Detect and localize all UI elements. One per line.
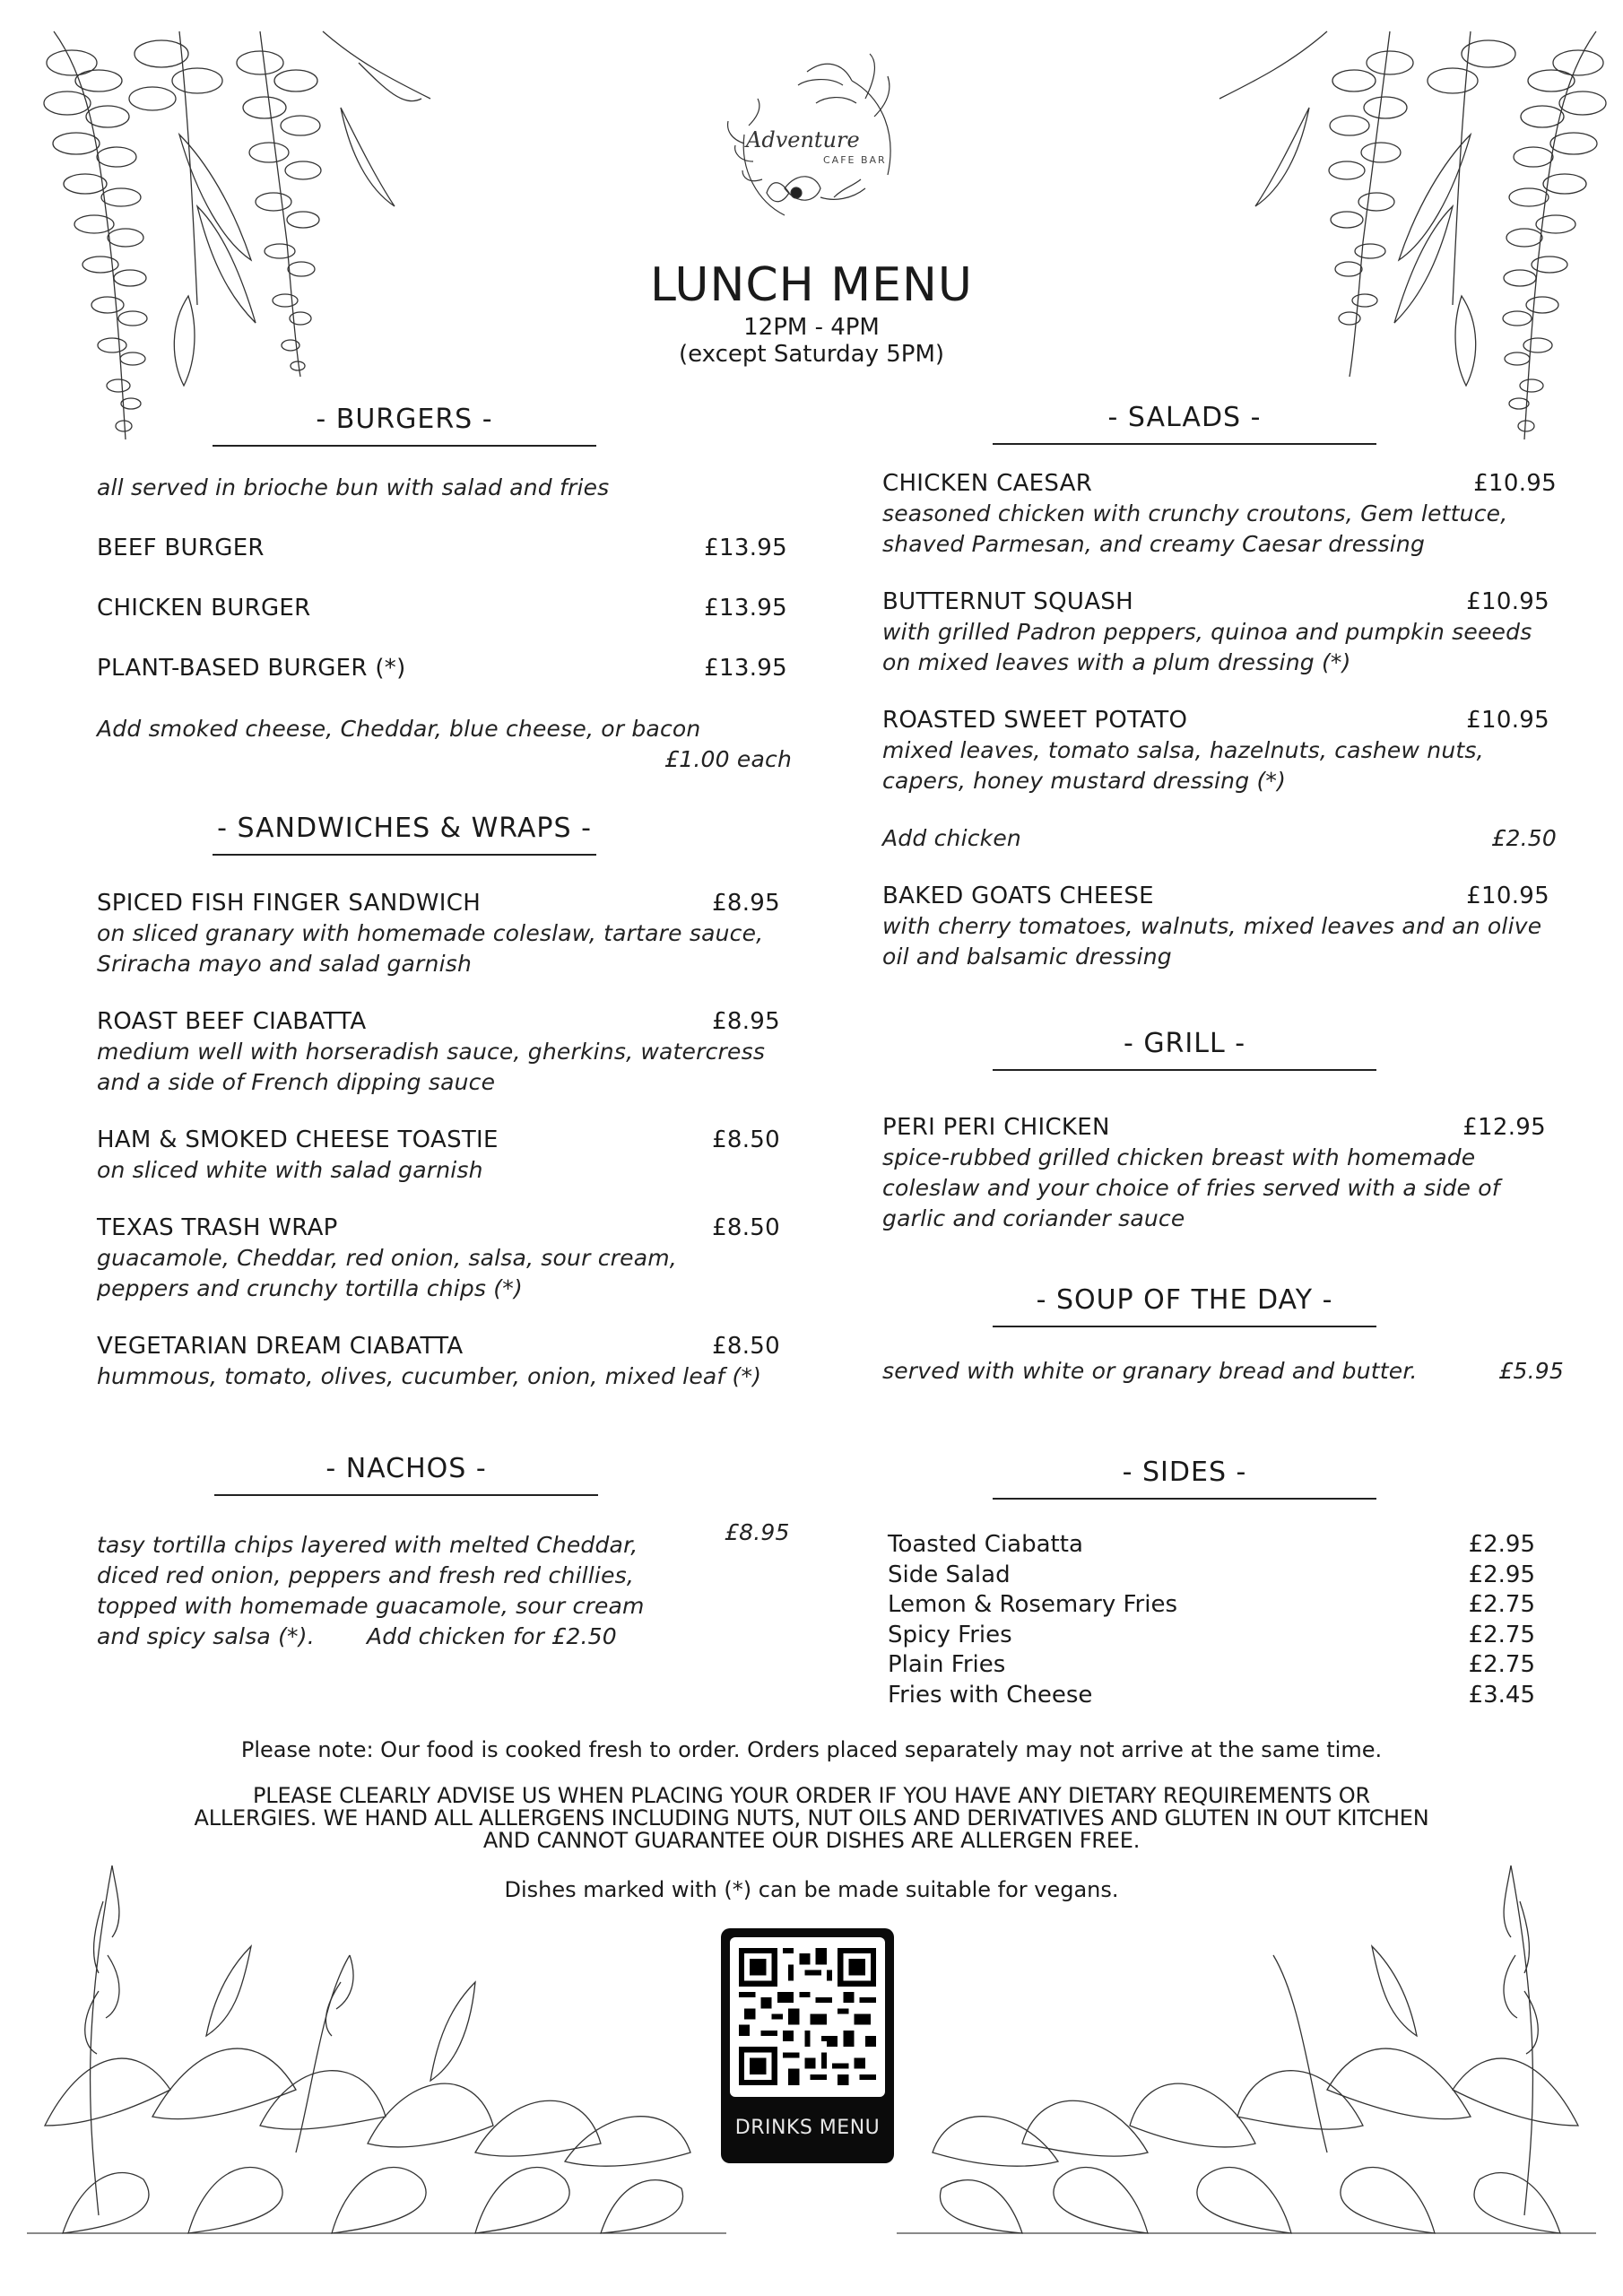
item-name: TEXAS TRASH WRAP: [97, 1214, 338, 1241]
section-title: - NACHOS -: [325, 1453, 487, 1484]
item-description: diced red onion, peppers and fresh red chillies,: [97, 1562, 635, 1588]
item-description: and a side of French dipping sauce: [97, 1069, 496, 1095]
item-description: tasy tortilla chips layered with melted Cheddar,: [97, 1532, 638, 1558]
side-name: Toasted Ciabatta: [888, 1531, 1083, 1558]
nachos-desc-end: and spicy salsa (*).: [97, 1623, 315, 1649]
item-description: topped with homemade guacamole, sour cream: [97, 1593, 645, 1619]
menu-item: [97, 653, 787, 683]
side-item: [888, 1561, 1535, 1591]
drinks-menu-label: DRINKS MENU: [734, 2117, 881, 2139]
menu-item: [97, 533, 787, 563]
item-price: £8.50: [712, 1126, 780, 1153]
item-description: shaved Parmesan, and creamy Caesar dressing: [882, 531, 1426, 557]
item-description: hummous, tomato, olives, cucumber, onion, mixed leaf (*): [97, 1363, 762, 1389]
section-header-sandwiches: [212, 813, 597, 856]
side-price: £3.45: [1468, 1681, 1535, 1709]
item-price: £8.95: [712, 890, 780, 917]
item-price: £10.95: [1466, 883, 1549, 909]
sandwiches-list: [97, 888, 780, 1392]
menu-item: [97, 888, 780, 979]
section-title: - GRILL -: [1123, 1028, 1246, 1059]
item-name: PERI PERI CHICKEN: [882, 1114, 1110, 1141]
logo-subtitle: CAFE BAR: [823, 154, 887, 166]
page-title: LUNCH MENU: [650, 258, 973, 312]
item-price: £13.95: [704, 655, 787, 682]
item-name: SPICED FISH FINGER SANDWICH: [97, 890, 482, 917]
section-divider: [213, 854, 596, 856]
item-name: HAM & SMOKED CHEESE TOASTIE: [97, 1126, 499, 1153]
section-divider: [993, 1326, 1376, 1327]
menu-item: [97, 593, 787, 623]
item-price: £8.50: [712, 1214, 780, 1241]
item-description: garlic and coriander sauce: [882, 1205, 1185, 1231]
menu-item: [882, 587, 1557, 678]
item-name: CHICKEN BURGER: [97, 595, 311, 622]
floral-decoration-top-right-icon: [1202, 27, 1614, 448]
allergen-line: AND CANNOT GUARANTEE OUR DISHES ARE ALLERGEN FREE.: [482, 1828, 1141, 1853]
side-item: [888, 1590, 1535, 1621]
nachos-addon: Add chicken for £2.50: [367, 1623, 617, 1649]
nachos-item: [97, 1518, 805, 1652]
side-name: Side Salad: [888, 1561, 1011, 1588]
sides-list: [888, 1530, 1535, 1710]
section-header-salads: [992, 402, 1377, 445]
floral-decoration-top-left-icon: [36, 27, 448, 448]
item-name: VEGETARIAN DREAM CIABATTA: [97, 1333, 464, 1360]
soup-item: [882, 1356, 1564, 1387]
grill-item: [882, 1112, 1549, 1234]
section-header-nachos: [213, 1453, 599, 1496]
qr-code-icon[interactable]: [730, 1937, 885, 2097]
item-description: Sriracha mayo and salad garnish: [97, 951, 472, 977]
item-price: £5.95: [1498, 1358, 1564, 1384]
section-header-sides: [992, 1457, 1377, 1500]
burger-addon-price: £1.00 each: [664, 746, 792, 772]
hours-exception: (except Saturday 5PM): [678, 341, 945, 368]
section-title: - SOUP OF THE DAY -: [1036, 1284, 1333, 1316]
item-description: on mixed leaves with a plum dressing (*): [882, 649, 1351, 675]
side-price: £2.95: [1468, 1561, 1535, 1588]
item-description: served with white or granary bread and butter.: [882, 1358, 1418, 1384]
hours-primary: 12PM - 4PM: [743, 314, 880, 341]
item-name: PLANT-BASED BURGER (*): [97, 655, 406, 682]
item-name: BEEF BURGER: [97, 535, 265, 561]
side-name: Plain Fries: [888, 1651, 1006, 1678]
item-description: medium well with horseradish sauce, gherkins, watercress: [97, 1039, 766, 1065]
drinks-menu-qr-card[interactable]: [721, 1928, 894, 2163]
section-divider: [213, 445, 596, 447]
vegan-note: Dishes marked with (*) can be made suitable for vegans.: [504, 1877, 1119, 1902]
section-title: - BURGERS -: [316, 404, 493, 435]
item-description: peppers and crunchy tortilla chips (*): [97, 1275, 523, 1301]
item-description: guacamole, Cheddar, red onion, salsa, sour cream,: [97, 1245, 677, 1271]
section-title: - SIDES -: [1122, 1457, 1247, 1488]
item-description: [97, 1622, 805, 1652]
salads-list: [882, 468, 1557, 972]
menu-item: [97, 1331, 780, 1392]
allergen-line: PLEASE CLEARLY ADVISE US WHEN PLACING YOUR ORDER IF YOU HAVE ANY DIETARY REQUIREMENTS OR: [253, 1783, 1370, 1808]
item-name: ROAST BEEF CIABATTA: [97, 1008, 367, 1035]
side-item: [888, 1681, 1535, 1711]
item-price: £10.95: [1466, 588, 1549, 615]
burgers-list: [97, 473, 792, 775]
salad-addon: [882, 823, 1557, 854]
burgers-intro: all served in brioche bun with salad and fries: [97, 474, 610, 500]
item-description: seasoned chicken with crunchy croutons, Gem lettuce,: [882, 500, 1508, 526]
menu-item: [882, 881, 1557, 972]
section-divider: [993, 443, 1376, 445]
side-name: Spicy Fries: [888, 1621, 1012, 1648]
addon-text: Add chicken: [882, 825, 1021, 851]
menu-item: [97, 1125, 780, 1186]
item-description: mixed leaves, tomato salsa, hazelnuts, cashew nuts,: [882, 737, 1484, 763]
section-title: - SANDWICHES & WRAPS -: [217, 813, 592, 844]
side-item: [888, 1530, 1535, 1561]
item-description: on sliced granary with homemade coleslaw, tartare sauce,: [97, 920, 764, 946]
allergen-notice: [0, 1785, 1623, 1852]
side-price: £2.75: [1468, 1651, 1535, 1678]
item-name: ROASTED SWEET POTATO: [882, 707, 1188, 734]
section-divider: [993, 1069, 1376, 1071]
item-description: capers, honey mustard dressing (*): [882, 768, 1287, 794]
item-description: oil and balsamic dressing: [882, 944, 1172, 970]
item-price: £13.95: [704, 595, 787, 622]
section-header-burgers: [212, 404, 597, 447]
menu-item: [97, 1213, 780, 1304]
opening-hours: [0, 314, 1623, 368]
item-description: with cherry tomatoes, walnuts, mixed leaves and an olive: [882, 913, 1542, 939]
menu-item: [97, 1006, 780, 1098]
side-item: [888, 1621, 1535, 1651]
burger-addon-text: Add smoked cheese, Cheddar, blue cheese, or bacon: [97, 716, 701, 742]
item-name: BAKED GOATS CHEESE: [882, 883, 1154, 909]
side-price: £2.75: [1468, 1591, 1535, 1618]
section-title: - SALADS -: [1107, 402, 1262, 433]
item-description: on sliced white with salad garnish: [97, 1157, 483, 1183]
section-divider: [214, 1494, 598, 1496]
menu-item: [882, 468, 1557, 560]
section-header-grill: [992, 1028, 1377, 1071]
item-price: £10.95: [1473, 470, 1557, 497]
floral-decoration-bottom-right-icon: [897, 1857, 1596, 2260]
item-name: BUTTERNUT SQUASH: [882, 588, 1133, 615]
item-price: £10.95: [1466, 707, 1549, 734]
item-price: £12.95: [1462, 1114, 1546, 1141]
item-name: CHICKEN CAESAR: [882, 470, 1093, 497]
side-price: £2.75: [1468, 1621, 1535, 1648]
cooking-note: Please note: Our food is cooked fresh to order. Orders placed separately may not arrive at the same time.: [240, 1737, 1383, 1762]
item-price: £8.95: [725, 1519, 790, 1545]
item-description: with grilled Padron peppers, quinoa and pumpkin seeeds: [882, 619, 1532, 645]
logo-script: Adventure: [746, 127, 860, 152]
side-item: [888, 1650, 1535, 1681]
menu-item: [882, 705, 1557, 796]
item-price: £8.50: [712, 1333, 780, 1360]
cafe-logo: [717, 45, 906, 242]
section-divider: [993, 1498, 1376, 1500]
side-name: Lemon & Rosemary Fries: [888, 1591, 1178, 1618]
allergen-line: ALLERGIES. WE HAND ALL ALLERGENS INCLUDING NUTS, NUT OILS AND DERIVATIVES AND GLUTEN IN OUT KITCHEN: [194, 1805, 1429, 1831]
item-price: £8.95: [712, 1008, 780, 1035]
side-name: Fries with Cheese: [888, 1681, 1093, 1709]
section-header-soup: [992, 1284, 1377, 1327]
item-price: £13.95: [704, 535, 787, 561]
side-price: £2.95: [1468, 1531, 1535, 1558]
item-description: spice-rubbed grilled chicken breast with homemade: [882, 1144, 1476, 1170]
item-description: coleslaw and your choice of fries served with a side of: [882, 1175, 1500, 1201]
addon-price: £2.50: [1491, 825, 1557, 851]
floral-decoration-bottom-left-icon: [27, 1857, 726, 2260]
